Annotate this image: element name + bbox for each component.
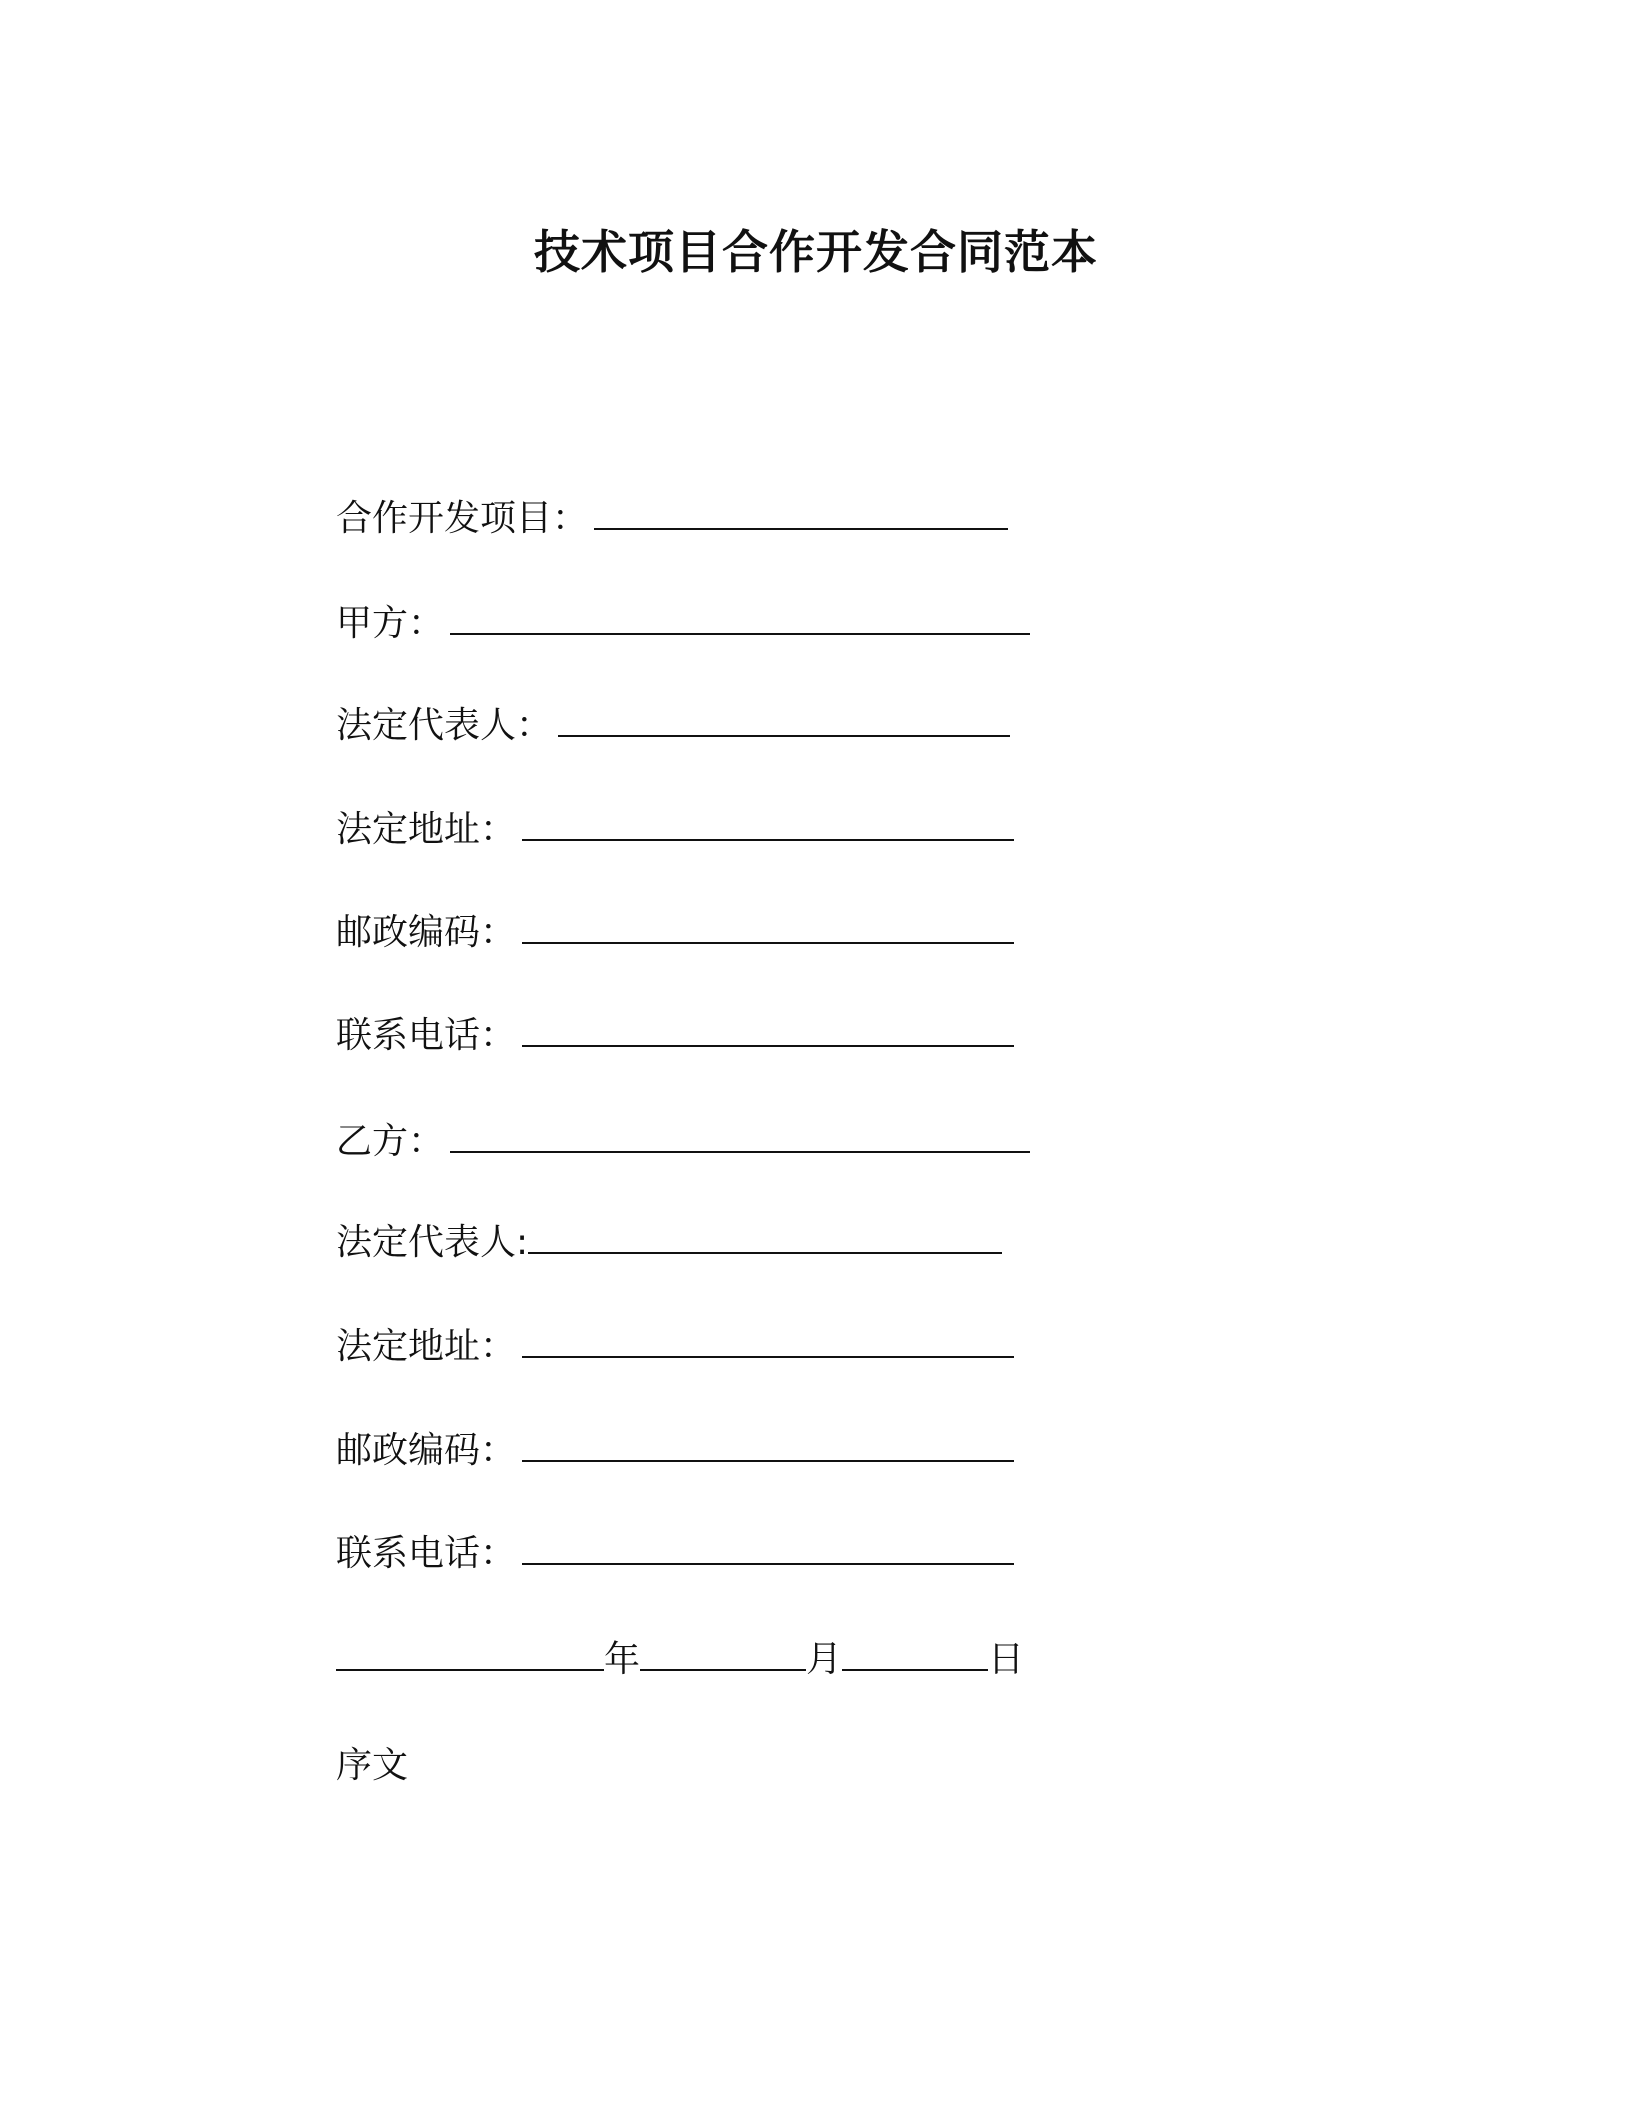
field-label: 邮政编码： [336,912,517,953]
blank-line [522,1430,1014,1462]
field-party-b-legal-rep [336,1219,1002,1267]
field-label: 法定地址： [336,809,517,850]
field-party-a-legal-rep [336,702,1010,750]
field-cooperation-project [336,495,1008,543]
field-label: 甲方： [336,603,445,644]
field-label: 联系电话： [336,1533,517,1574]
blank-line [594,498,1008,530]
field-label: 邮政编码： [336,1430,517,1471]
day-label: 日 [988,1639,1025,1680]
year-label: 年 [604,1639,641,1680]
field-party-b-phone [336,1530,1014,1578]
field-party-a-postcode [336,909,1014,957]
field-label: 法定代表人： [336,705,553,746]
field-label: 联系电话： [336,1015,517,1056]
blank-line [528,1222,1002,1254]
month-blank [640,1639,806,1671]
blank-line [450,603,1030,635]
blank-line [522,809,1014,841]
field-label: 法定代表人: [336,1222,529,1263]
blank-line [522,1533,1014,1565]
blank-line [558,705,1010,737]
field-party-a-phone [336,1012,1014,1060]
blank-line [522,1015,1014,1047]
field-label: 乙方： [336,1121,445,1162]
blank-line [522,912,1014,944]
blank-line [450,1121,1030,1153]
date-row [336,1636,1024,1684]
field-label: 合作开发项目： [336,498,589,539]
year-blank [336,1639,604,1671]
day-blank [842,1639,988,1671]
field-party-a [336,600,1030,648]
field-party-a-address [336,806,1014,854]
section-heading-preface: 序文 [336,1745,409,1786]
field-party-b-postcode [336,1427,1014,1475]
document-title: 技术项目合作开发合同范本 [534,225,1098,279]
blank-line [522,1326,1014,1358]
month-label: 月 [806,1639,843,1680]
field-party-b-address [336,1323,1014,1371]
field-party-b [336,1118,1030,1166]
field-label: 法定地址： [336,1326,517,1367]
